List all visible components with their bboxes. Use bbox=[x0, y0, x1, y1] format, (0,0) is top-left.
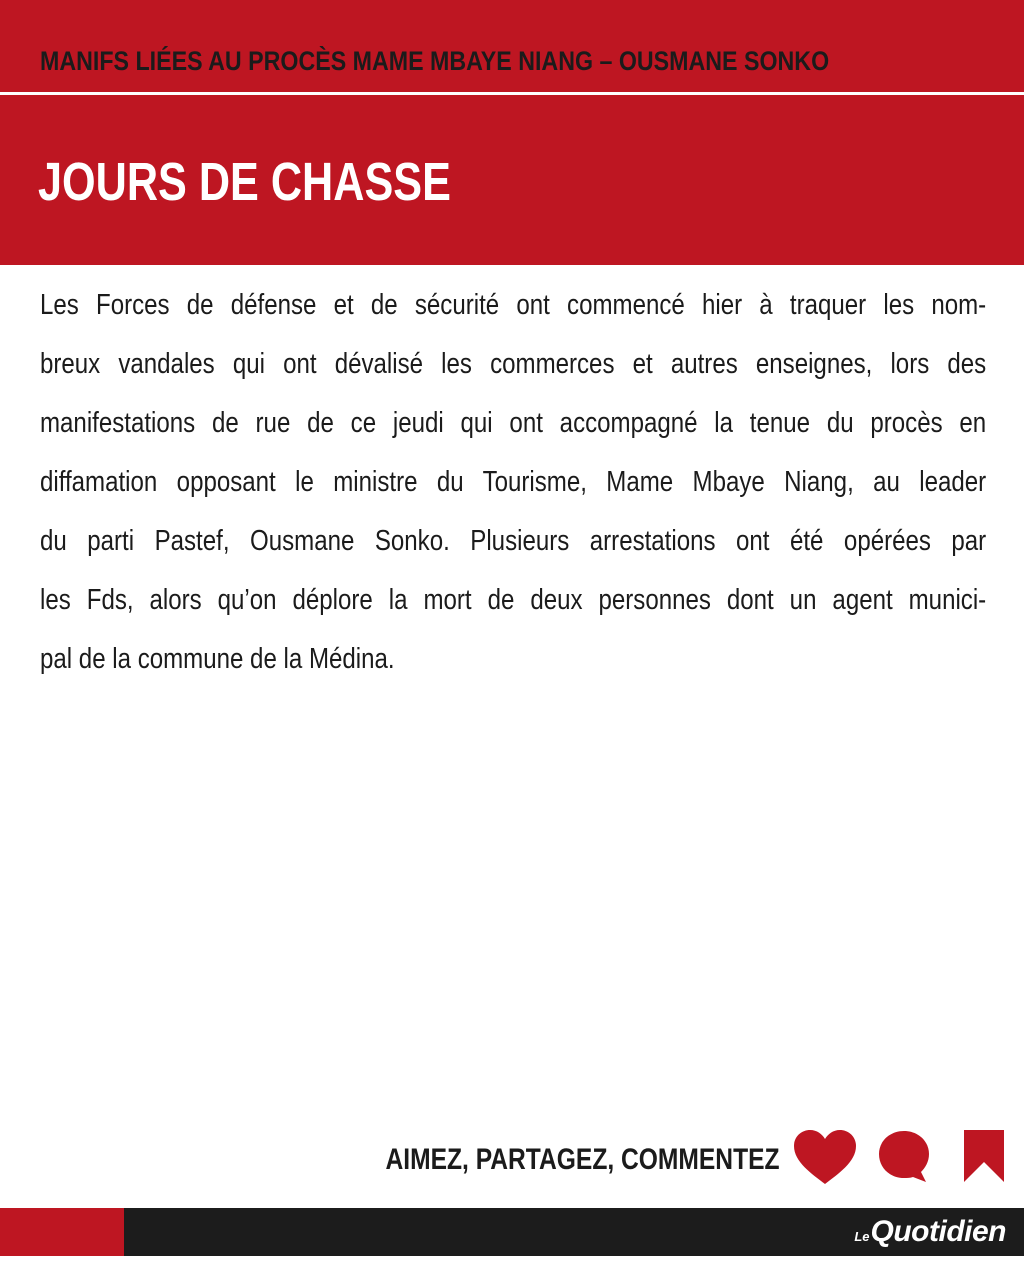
article-line: diffamation opposant le ministre du Tourisme, Mame Mbaye Niang, au leader bbox=[40, 466, 987, 498]
heart-icon[interactable] bbox=[792, 1128, 858, 1186]
bookmark-icon[interactable] bbox=[962, 1128, 1006, 1184]
bottom-strip bbox=[0, 1256, 1024, 1280]
logo-prefix: Le bbox=[854, 1228, 870, 1244]
kicker-headline: MANIFS LIÉES AU PROCÈS MAME MBAYE NIANG – OUSMANE SONKO bbox=[40, 46, 830, 76]
comment-icon[interactable] bbox=[876, 1128, 932, 1184]
article-line: les Fds, alors qu’on déplore la mort de deux personnes dont un agent munici- bbox=[40, 584, 987, 616]
article-line: manifestations de rue de ce jeudi qui ont accompagné la tenue du procès en bbox=[40, 407, 987, 439]
article-line: pal de la commune de la Médina. bbox=[40, 643, 395, 675]
footer-accent bbox=[0, 1208, 124, 1256]
brand-logo bbox=[854, 1208, 1006, 1256]
article-body bbox=[40, 276, 986, 689]
logo-name: Quotidien bbox=[870, 1215, 1006, 1248]
article-line: du parti Pastef, Ousmane Sonko. Plusieurs arrestations ont été opérées par bbox=[40, 525, 987, 557]
article-line: Les Forces de défense et de sécurité ont commencé hier à traquer les nom- bbox=[40, 289, 987, 321]
call-to-action: AIMEZ, PARTAGEZ, COMMENTEZ bbox=[385, 1143, 780, 1176]
article-title: JOURS DE CHASSE bbox=[38, 152, 451, 212]
article-line: breux vandales qui ont dévalisé les commerces et autres enseignes, lors des bbox=[40, 348, 987, 380]
